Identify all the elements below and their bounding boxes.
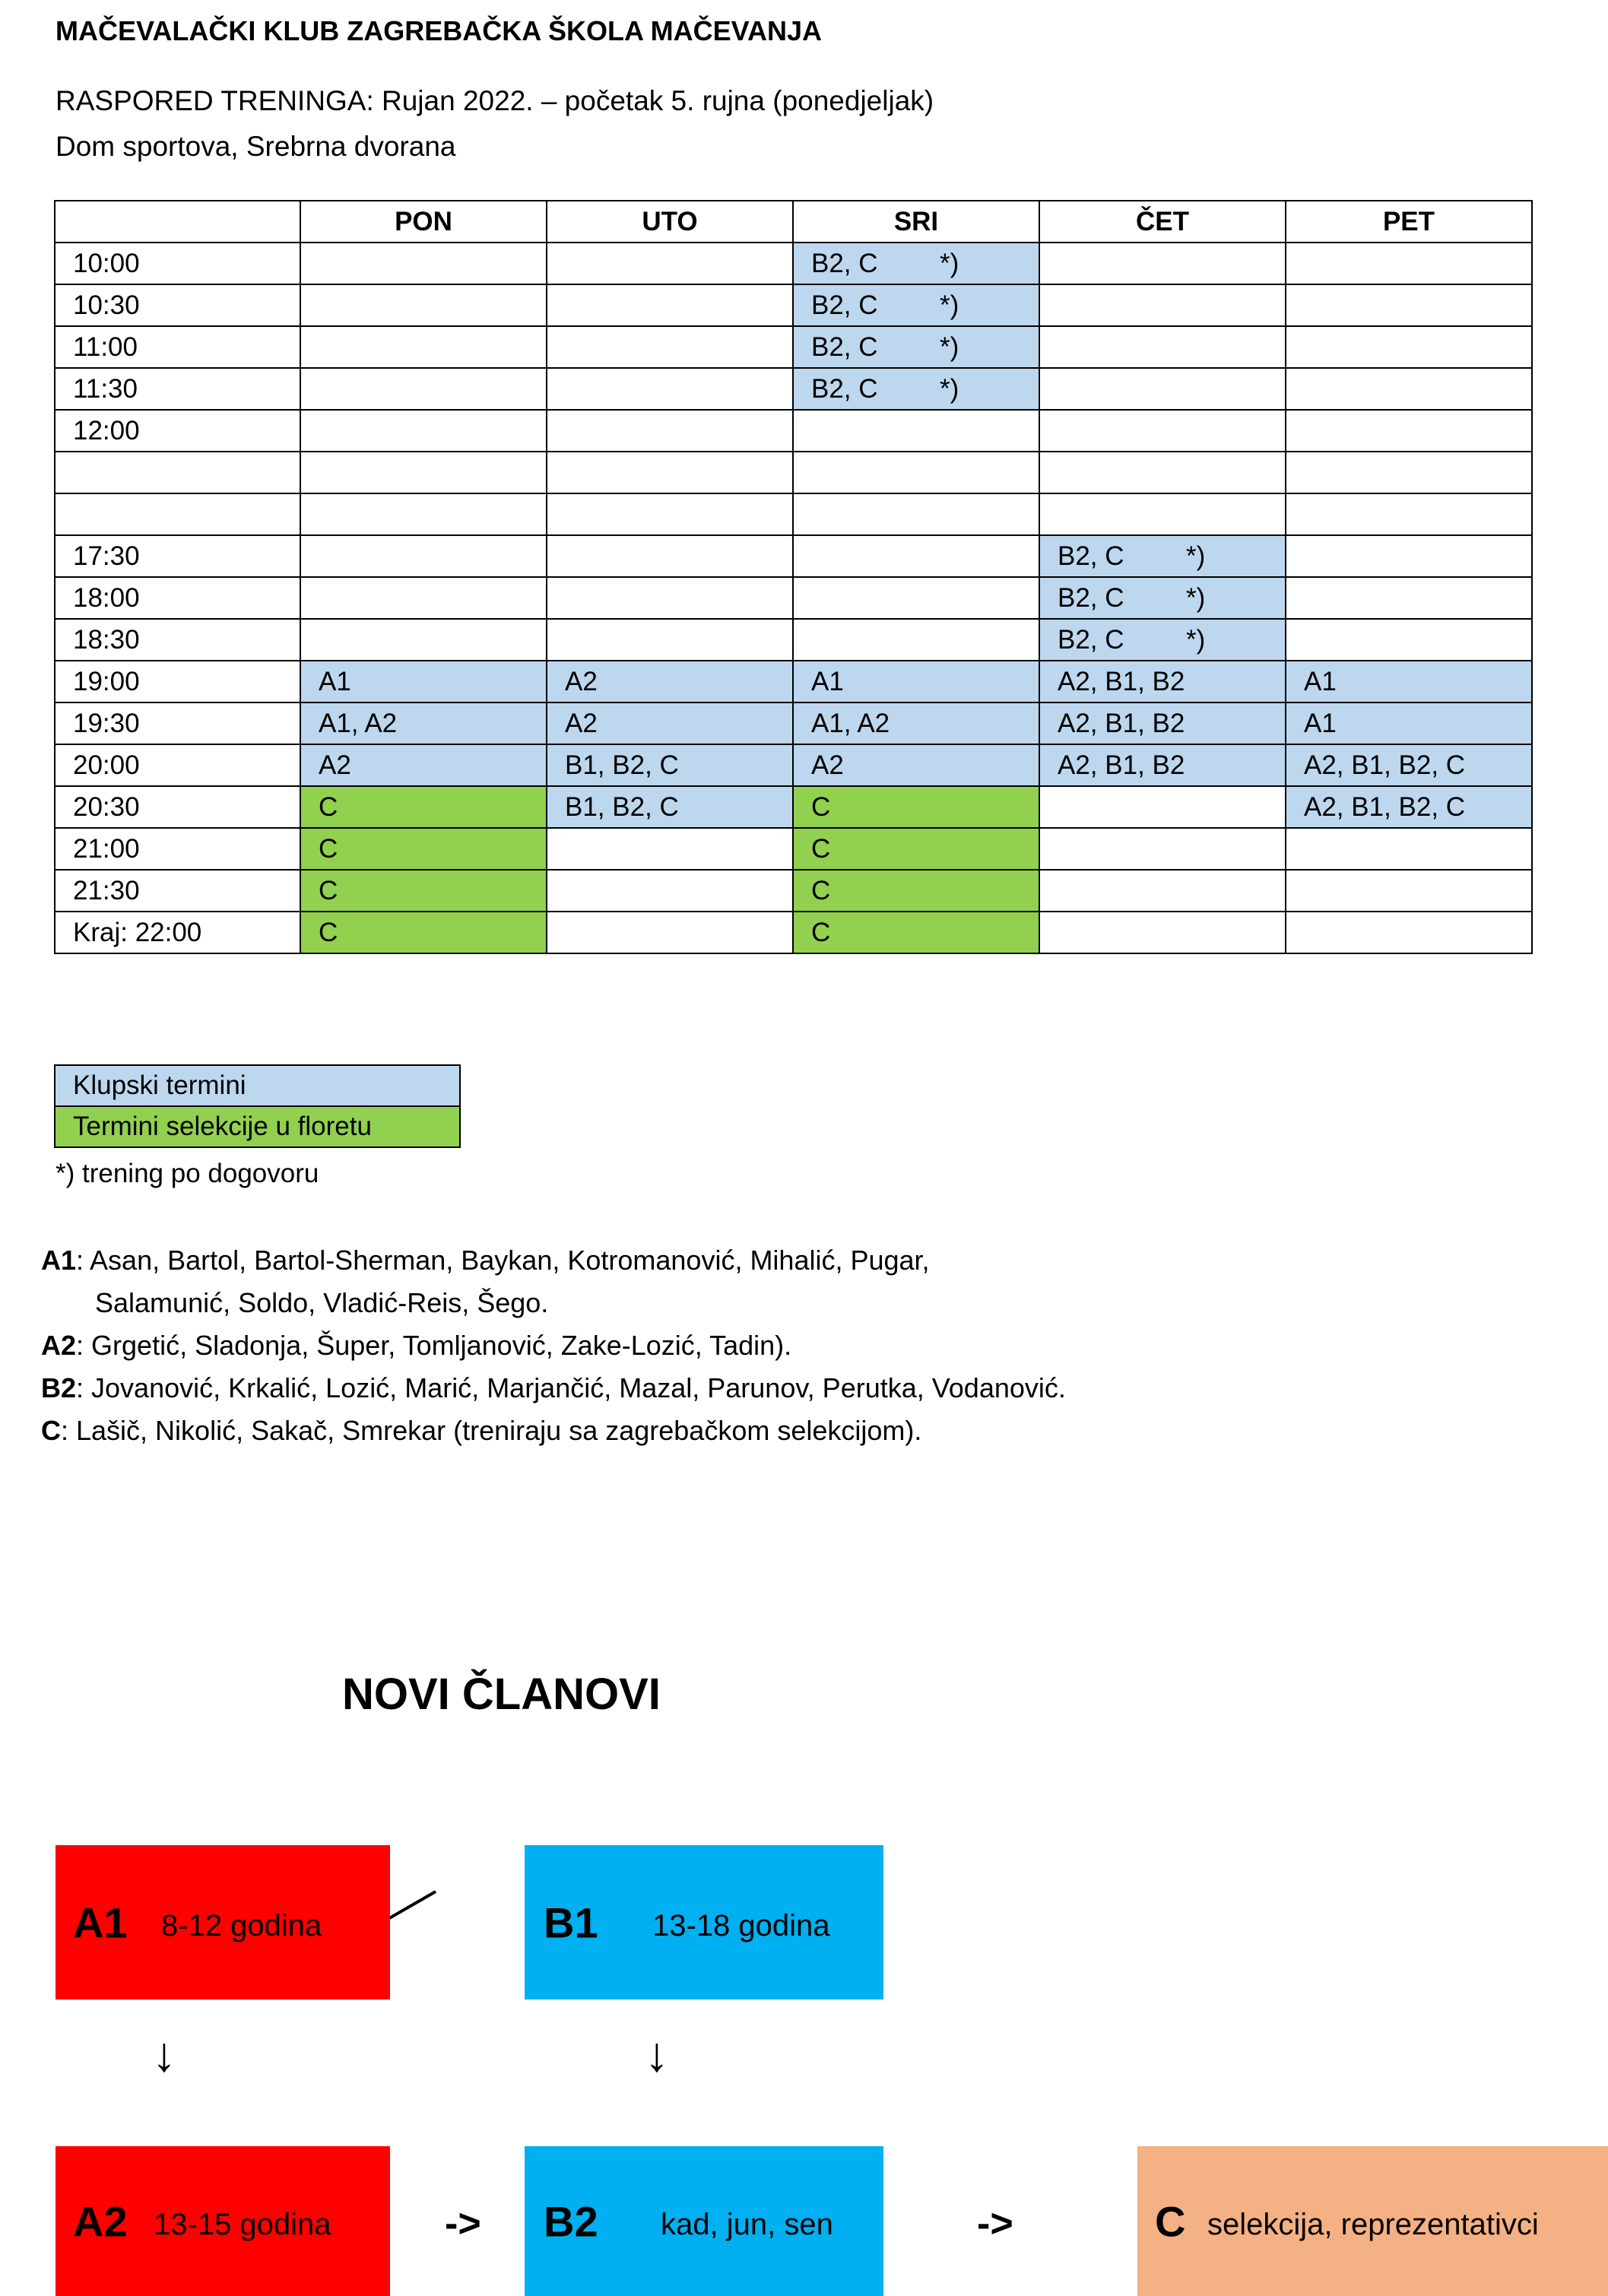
schedule-cell (1286, 828, 1532, 870)
schedule-cell (793, 870, 1039, 912)
group-desc: kad, jun, sen (661, 2207, 833, 2241)
schedule-cell (547, 744, 793, 786)
schedule-cell (1039, 912, 1286, 953)
group-label: A1 (41, 1245, 77, 1276)
table-row (55, 284, 1532, 326)
group-desc: 13-18 godina (652, 1908, 830, 1942)
schedule-cell (1039, 702, 1286, 744)
cell-groups: A2, B1, B2 (1058, 708, 1185, 738)
day-header: PET (1286, 201, 1532, 243)
schedule-cell (1286, 368, 1532, 410)
table-row (55, 702, 1532, 744)
schedule-cell (1039, 661, 1286, 702)
time-cell (55, 452, 300, 493)
schedule-cell (547, 577, 793, 619)
schedule-cell (793, 619, 1039, 661)
time-cell: 17:30 (55, 535, 300, 577)
schedule-cell (1039, 786, 1286, 828)
time-cell: 11:00 (55, 326, 300, 368)
schedule-cell (1286, 243, 1532, 284)
schedule-cell (300, 326, 547, 368)
schedule-cell (547, 368, 793, 410)
group-a2-members (41, 1330, 791, 1362)
table-header-row (55, 201, 1532, 243)
legend-selection-sessions: Termini selekcije u floretu (55, 1106, 460, 1147)
member-list: : Grgetić, Sladonja, Šuper, Tomljanović, Zake-Lozić, Tadin). (76, 1330, 792, 1361)
schedule-cell (547, 912, 793, 953)
day-header: SRI (793, 201, 1039, 243)
schedule-cell (1039, 535, 1286, 577)
schedule-cell (1286, 702, 1532, 744)
schedule-cell (300, 577, 547, 619)
schedule-cell (547, 535, 793, 577)
footnote: *) trening po dogovoru (56, 1159, 319, 1188)
schedule-cell (547, 870, 793, 912)
group-a1-members-cont: Salamunić, Soldo, Vladić-Reis, Šego. (95, 1287, 549, 1318)
schedule-cell (547, 786, 793, 828)
schedule-cell (300, 744, 547, 786)
schedule-cell (300, 786, 547, 828)
group-box-c (1137, 2146, 1608, 2296)
cell-note: *) (1186, 624, 1206, 655)
schedule-cell (793, 284, 1039, 326)
schedule-cell (547, 828, 793, 870)
schedule-cell (1039, 326, 1286, 368)
table-row (55, 368, 1532, 410)
group-desc: 8-12 godina (161, 1908, 322, 1942)
cell-groups: C (811, 833, 831, 864)
schedule-cell (300, 243, 547, 284)
schedule-cell (300, 828, 547, 870)
time-cell (55, 493, 300, 535)
cell-groups: B2, C (1058, 624, 1124, 655)
cell-note: *) (1186, 541, 1206, 571)
schedule-cell (547, 661, 793, 702)
group-code: A2 (73, 2197, 128, 2245)
table-row (55, 577, 1532, 619)
schedule-cell (1286, 410, 1532, 452)
schedule-cell (1039, 870, 1286, 912)
schedule-cell (1039, 493, 1286, 535)
table-row (55, 870, 1532, 912)
group-box-b2 (525, 2146, 883, 2296)
table-row (55, 619, 1532, 661)
schedule-cell (300, 702, 547, 744)
cell-note: *) (1186, 582, 1206, 613)
cell-groups: C (811, 917, 831, 947)
schedule-table (54, 200, 1533, 954)
schedule-cell (300, 452, 547, 493)
group-a1-members (41, 1245, 930, 1276)
table-row (55, 744, 1532, 786)
group-label: B2 (41, 1372, 77, 1403)
schedule-cell (793, 410, 1039, 452)
schedule-cell (547, 619, 793, 661)
table-row (55, 535, 1532, 577)
right-arrow-icon: -> (977, 2202, 1013, 2246)
cell-groups: B2, C (1058, 541, 1124, 571)
table-row (55, 912, 1532, 953)
cell-note: *) (940, 248, 959, 278)
schedule-cell (1039, 368, 1286, 410)
schedule-cell (1039, 828, 1286, 870)
schedule-cell (547, 326, 793, 368)
schedule-cell (1286, 619, 1532, 661)
cell-note: *) (940, 373, 959, 404)
schedule-cell (1286, 493, 1532, 535)
schedule-cell (300, 535, 547, 577)
time-cell: 11:30 (55, 368, 300, 410)
group-code: A1 (73, 1898, 128, 1946)
time-cell: 18:00 (55, 577, 300, 619)
time-cell: 21:00 (55, 828, 300, 870)
cell-groups: B2, C (1058, 582, 1124, 613)
schedule-cell (300, 870, 547, 912)
schedule-cell (300, 912, 547, 953)
schedule-cell (1039, 619, 1286, 661)
cell-groups: B1, B2, C (565, 750, 679, 780)
cell-groups: A2 (811, 750, 844, 780)
schedule-cell (1286, 786, 1532, 828)
cell-groups: A2 (565, 666, 598, 696)
schedule-cell (793, 786, 1039, 828)
schedule-cell (1039, 410, 1286, 452)
cell-groups: A1, A2 (811, 708, 890, 738)
schedule-cell (547, 410, 793, 452)
schedule-cell (300, 619, 547, 661)
cell-groups: C (319, 791, 338, 822)
cell-groups: C (319, 833, 338, 864)
schedule-cell (300, 493, 547, 535)
group-box-a1 (56, 1845, 390, 1999)
time-cell: 20:30 (55, 786, 300, 828)
schedule-cell (793, 368, 1039, 410)
schedule-cell (300, 368, 547, 410)
day-header: UTO (547, 201, 793, 243)
schedule-cell (1039, 284, 1286, 326)
member-list: : Lašič, Nikolić, Sakač, Smrekar (treniraju sa zagrebačkom selekcijom). (61, 1415, 922, 1446)
legend (54, 1064, 461, 1148)
schedule-cell (793, 326, 1039, 368)
schedule-cell (1286, 577, 1532, 619)
group-desc: selekcija, reprezentativci (1207, 2207, 1539, 2241)
schedule-cell (300, 410, 547, 452)
day-header: PON (300, 201, 547, 243)
member-list: : Jovanović, Krkalić, Lozić, Marić, Marjančić, Mazal, Parunov, Perutka, Vodanović. (76, 1372, 1066, 1403)
time-cell: 19:00 (55, 661, 300, 702)
diagram-title: NOVI ČLANOVI (342, 1670, 661, 1719)
time-cell: 20:00 (55, 744, 300, 786)
group-label: A2 (41, 1330, 77, 1361)
cell-groups: A2 (319, 750, 351, 780)
time-cell: 19:30 (55, 702, 300, 744)
table-row (55, 410, 1532, 452)
schedule-cell (793, 744, 1039, 786)
table-row (55, 493, 1532, 535)
table-row (55, 661, 1532, 702)
group-code: B2 (544, 2197, 598, 2245)
cell-note: *) (940, 331, 959, 362)
schedule-cell (793, 535, 1039, 577)
cell-groups: A1 (1304, 708, 1337, 738)
cell-note: *) (940, 290, 959, 320)
right-arrow-icon: -> (445, 2202, 481, 2246)
group-c-members (41, 1415, 921, 1447)
cell-groups: A1 (319, 666, 351, 696)
schedule-cell (1286, 661, 1532, 702)
schedule-cell (1039, 744, 1286, 786)
table-row (55, 828, 1532, 870)
cell-groups: A1, A2 (319, 708, 398, 738)
table-row (55, 243, 1532, 284)
down-arrow-icon: ↓ (645, 2027, 669, 2082)
group-code: C (1155, 2197, 1186, 2245)
cell-groups: A1 (811, 666, 844, 696)
schedule-cell (1039, 577, 1286, 619)
schedule-cell (793, 493, 1039, 535)
cell-groups: C (319, 875, 338, 905)
member-list: : Asan, Bartol, Bartol-Sherman, Baykan, Kotromanović, Mihalić, Pugar, (76, 1245, 930, 1276)
cell-groups: C (319, 917, 338, 947)
schedule-cell (547, 702, 793, 744)
table-row (55, 786, 1532, 828)
schedule-cell (793, 661, 1039, 702)
time-cell: 21:30 (55, 870, 300, 912)
group-label: C (41, 1415, 61, 1446)
cell-groups: A2, B1, B2 (1058, 666, 1185, 696)
group-b2-members (41, 1372, 1066, 1404)
time-cell: 10:00 (55, 243, 300, 284)
schedule-cell (1286, 744, 1532, 786)
schedule-cell (547, 243, 793, 284)
schedule-cell (1286, 912, 1532, 953)
venue: Dom sportova, Srebrna dvorana (56, 131, 456, 162)
down-arrow-icon: ↓ (152, 2027, 176, 2082)
table-row (55, 452, 1532, 493)
cell-groups: A2, B1, B2, C (1304, 750, 1466, 780)
schedule-cell (1286, 870, 1532, 912)
schedule-cell (1039, 243, 1286, 284)
legend-club-sessions: Klupski termini (55, 1065, 460, 1106)
schedule-cell (1286, 326, 1532, 368)
document-title: MAČEVALAČKI KLUB ZAGREBAČKA ŠKOLA MAČEVANJA (56, 15, 822, 46)
schedule-cell (1286, 284, 1532, 326)
schedule-cell (793, 452, 1039, 493)
schedule-cell (1286, 535, 1532, 577)
schedule-cell (793, 702, 1039, 744)
time-cell: 12:00 (55, 410, 300, 452)
group-code: B1 (544, 1898, 598, 1946)
group-box-b1 (525, 1845, 883, 1999)
cell-groups: B1, B2, C (565, 791, 679, 822)
cell-groups: B2, C (811, 331, 878, 362)
cell-groups: A2, B1, B2, C (1304, 791, 1466, 822)
schedule-cell (1286, 452, 1532, 493)
schedule-cell (793, 912, 1039, 953)
cell-groups: A2 (565, 708, 598, 738)
schedule-cell (793, 243, 1039, 284)
time-cell: 18:30 (55, 619, 300, 661)
cell-groups: C (811, 791, 831, 822)
time-cell: 10:30 (55, 284, 300, 326)
table-row (55, 326, 1532, 368)
schedule-cell (300, 284, 547, 326)
group-box-a2 (56, 2146, 390, 2296)
day-header: ČET (1039, 201, 1286, 243)
schedule-cell (547, 493, 793, 535)
group-desc: 13-15 godina (154, 2207, 331, 2241)
time-cell: Kraj: 22:00 (55, 912, 300, 953)
schedule-cell (300, 661, 547, 702)
schedule-cell (793, 577, 1039, 619)
schedule-cell (547, 284, 793, 326)
cell-groups: B2, C (811, 373, 878, 404)
cell-groups: B2, C (811, 248, 878, 278)
header-corner (55, 201, 300, 243)
schedule-cell (547, 452, 793, 493)
schedule-subtitle: RASPORED TRENINGA: Rujan 2022. – početak 5. rujna (ponedjeljak) (56, 85, 934, 116)
schedule-cell (1039, 452, 1286, 493)
schedule-cell (793, 828, 1039, 870)
cell-groups: A1 (1304, 666, 1337, 696)
cell-groups: C (811, 875, 831, 905)
cell-groups: B2, C (811, 290, 878, 320)
cell-groups: A2, B1, B2 (1058, 750, 1185, 780)
